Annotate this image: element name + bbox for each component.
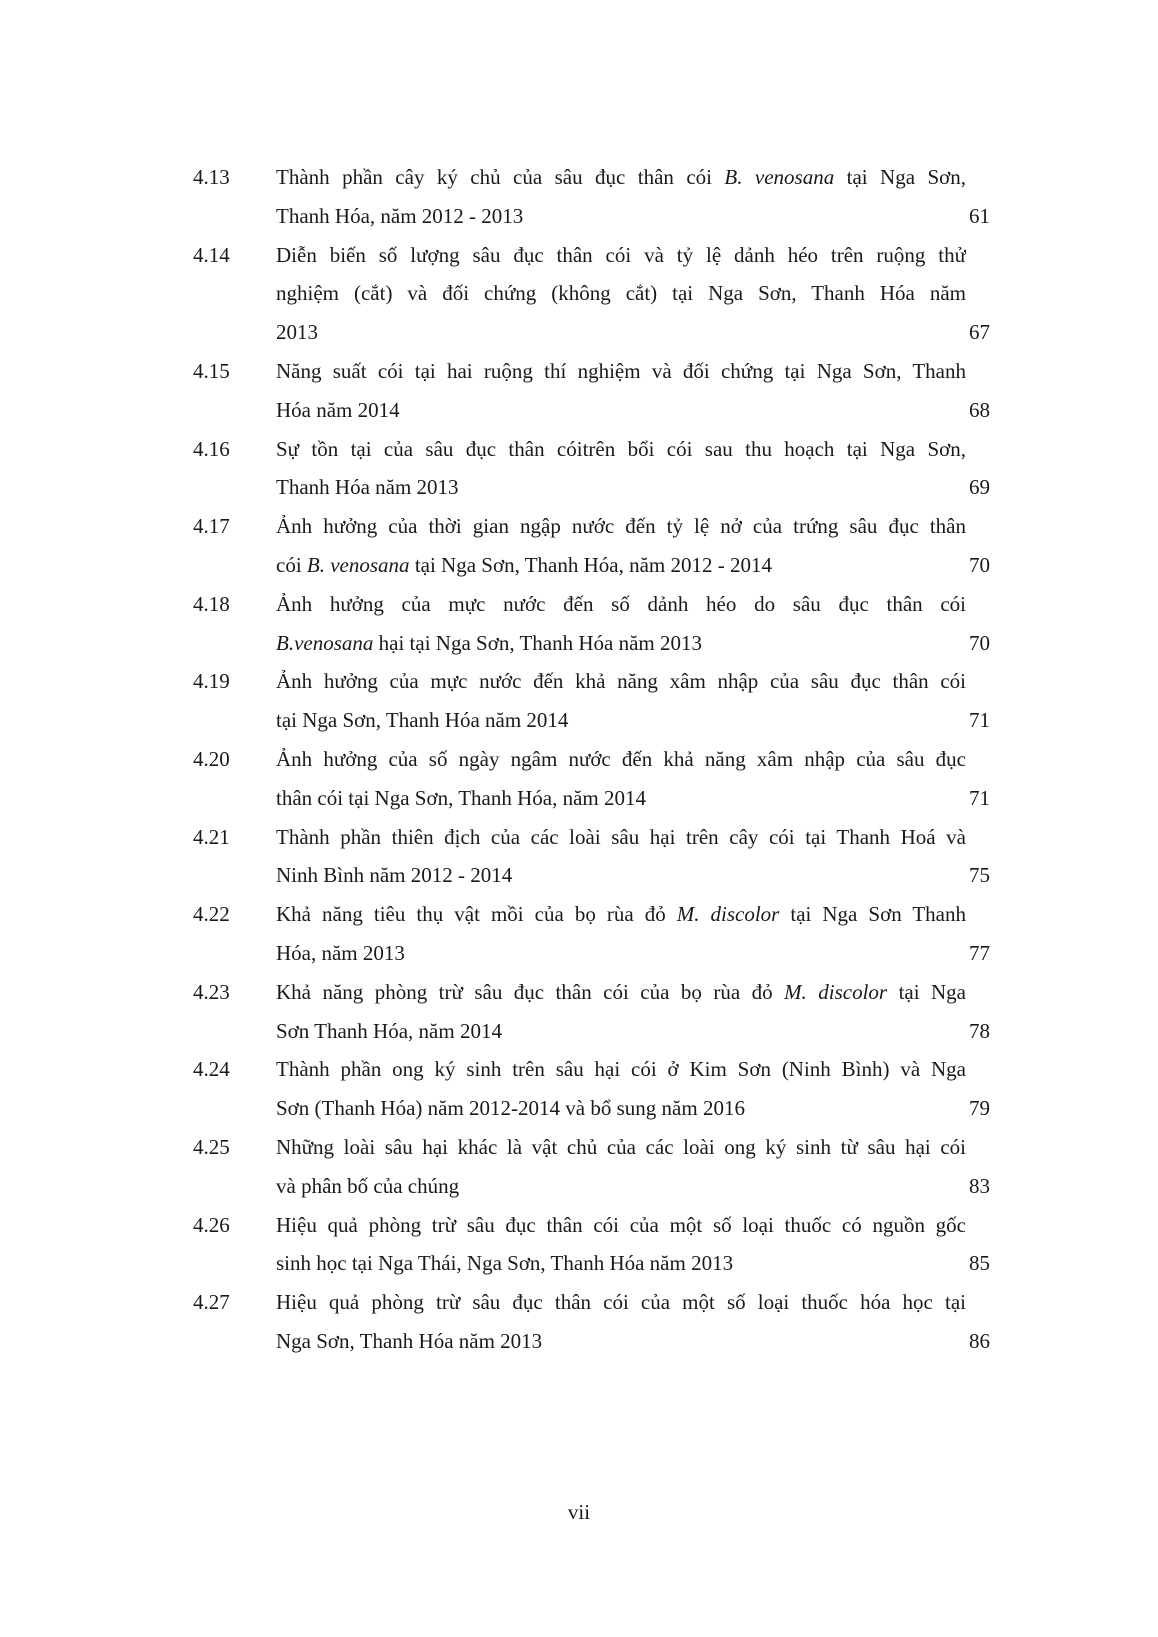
title-text: Năng suất cói tại hai ruộng thí nghiệm và đối chứng tại Nga Sơn, Thanh <box>276 358 966 383</box>
title-text: tại Nga Sơn Thanh <box>779 902 966 927</box>
toc-entry <box>0 585 1158 663</box>
table-number: 4.27 <box>193 1290 230 1315</box>
title-line <box>276 1050 966 1089</box>
entry-title <box>276 1206 966 1284</box>
entry-title <box>276 236 966 352</box>
title-line <box>276 1244 966 1283</box>
title-text: Hóa, năm 2013 <box>276 940 405 965</box>
title-line <box>276 430 966 469</box>
title-text: Thành phần ong ký sinh trên sâu hại cói ở Kim Sơn (Ninh Bình) và Nga <box>276 1057 966 1082</box>
title-line <box>276 274 966 313</box>
title-text: Những loài sâu hại khác là vật chủ của các loài ong ký sinh từ sâu hại cói <box>276 1134 966 1159</box>
title-text: Ảnh hưởng của mực nước đến số dảnh héo do sâu đục thân cói <box>276 591 966 616</box>
title-text: Ảnh hưởng của thời gian ngập nước đến tỷ lệ nở của trứng sâu đục thân <box>276 514 966 539</box>
title-line <box>276 1012 966 1051</box>
entry-title <box>276 662 966 740</box>
page-number: 77 <box>969 940 990 965</box>
page-number: 79 <box>969 1096 990 1121</box>
title-line <box>276 701 966 740</box>
title-text: sinh học tại Nga Thái, Nga Sơn, Thanh Hóa năm 2013 <box>276 1251 734 1276</box>
toc-entry <box>0 236 1158 352</box>
toc-entry <box>0 1206 1158 1284</box>
title-line <box>276 740 966 779</box>
title-line <box>276 662 966 701</box>
title-text: tại Nga Sơn, <box>834 165 966 189</box>
entry-title <box>276 158 966 236</box>
title-text: Thành phần cây ký chủ của sâu đục thân cói <box>276 165 725 189</box>
title-line <box>276 158 966 197</box>
page-number: 78 <box>969 1018 990 1043</box>
title-line <box>276 1167 966 1206</box>
toc-entry <box>0 430 1158 508</box>
table-number: 4.25 <box>193 1134 230 1159</box>
entry-title <box>276 973 966 1051</box>
entry-title <box>276 818 966 896</box>
title-line <box>276 779 966 818</box>
table-number: 4.22 <box>193 902 230 927</box>
title-text: Hiệu quả phòng trừ sâu đục thân cói của một số loại thuốc có nguồn gốc <box>276 1212 966 1237</box>
table-number: 4.13 <box>193 165 230 189</box>
entry-title <box>276 740 966 818</box>
entry-title <box>276 352 966 430</box>
toc-entry <box>0 507 1158 585</box>
title-text: Thanh Hóa năm 2013 <box>276 475 459 500</box>
title-line <box>276 468 966 507</box>
title-line <box>276 934 966 973</box>
title-line <box>276 391 966 430</box>
table-number: 4.18 <box>193 591 230 616</box>
toc-entry <box>0 158 1158 236</box>
title-line <box>276 973 966 1012</box>
title-text: hại tại Nga Sơn, Thanh Hóa năm 2013 <box>373 630 702 655</box>
title-line <box>276 1128 966 1167</box>
toc-entry <box>0 818 1158 896</box>
title-text: Khả năng phòng trừ sâu đục thân cói của bọ rùa đỏ <box>276 979 785 1004</box>
entry-title <box>276 430 966 508</box>
title-text: Sơn Thanh Hóa, năm 2014 <box>276 1018 502 1043</box>
title-text: tại Nga Sơn, Thanh Hóa năm 2014 <box>276 708 569 733</box>
title-text: Ninh Bình năm 2012 - 2014 <box>276 863 513 888</box>
title-text: Khả năng tiêu thụ vật mồi của bọ rùa đỏ <box>276 902 677 927</box>
title-line <box>276 624 966 663</box>
title-text: tại Nga <box>887 979 966 1004</box>
toc-entry <box>0 352 1158 430</box>
title-text: tại Nga Sơn, Thanh Hóa, năm 2012 - 2014 <box>409 552 772 577</box>
page-number: 71 <box>969 708 990 733</box>
page-number: 83 <box>969 1173 990 1198</box>
title-line <box>276 507 966 546</box>
page-number: 86 <box>969 1328 990 1353</box>
title-line <box>276 197 966 236</box>
page-number: 68 <box>969 397 990 422</box>
entry-title <box>276 895 966 973</box>
toc-entry <box>0 740 1158 818</box>
title-text: nghiệm (cắt) và đối chứng (không cắt) tại Nga Sơn, Thanh Hóa năm <box>276 281 966 306</box>
page-number: 69 <box>969 475 990 500</box>
page-number: 85 <box>969 1251 990 1276</box>
title-text: Nga Sơn, Thanh Hóa năm 2013 <box>276 1328 543 1353</box>
page-number: 70 <box>969 552 990 577</box>
table-number: 4.19 <box>193 669 230 694</box>
species-name: B. venosana <box>724 165 835 189</box>
entry-title <box>276 507 966 585</box>
title-line <box>276 1322 966 1361</box>
title-text: Thành phần thiên địch của các loài sâu hại trên cây cói tại Thanh Hoá và <box>276 824 966 849</box>
toc-entry <box>0 973 1158 1051</box>
title-line <box>276 546 966 585</box>
title-line <box>276 352 966 391</box>
title-text: 2013 <box>276 320 318 345</box>
title-line <box>276 856 966 895</box>
page-number: 70 <box>969 630 990 655</box>
page-number: 75 <box>969 863 990 888</box>
title-line <box>276 236 966 275</box>
page-number: 61 <box>969 203 990 228</box>
table-number: 4.17 <box>193 514 230 539</box>
title-text: Diễn biến số lượng sâu đục thân cói và tỷ lệ dảnh héo trên ruộng thử <box>276 242 966 267</box>
title-line <box>276 313 966 352</box>
toc-entry <box>0 1050 1158 1128</box>
table-number: 4.23 <box>193 979 230 1004</box>
title-line <box>276 818 966 857</box>
toc-entry <box>0 895 1158 973</box>
title-text: Hóa năm 2014 <box>276 397 400 422</box>
species-name: M. discolor <box>676 902 780 927</box>
title-line <box>276 1283 966 1322</box>
toc-entry <box>0 1128 1158 1206</box>
title-text: Ảnh hưởng của mực nước đến khả năng xâm nhập của sâu đục thân cói <box>276 669 966 694</box>
toc-entry <box>0 1283 1158 1361</box>
entry-title <box>276 1283 966 1361</box>
table-number: 4.24 <box>193 1057 230 1082</box>
title-line <box>276 1206 966 1245</box>
title-text: cói <box>276 552 307 577</box>
title-text: Sự tồn tại của sâu đục thân cóitrên bổi cói sau thu hoạch tại Nga Sơn, <box>276 436 966 461</box>
entry-title <box>276 585 966 663</box>
table-number: 4.21 <box>193 824 230 849</box>
species-name: M. discolor <box>784 979 888 1004</box>
table-number: 4.26 <box>193 1212 230 1237</box>
entry-title <box>276 1128 966 1206</box>
page-number: 67 <box>969 320 990 345</box>
table-number: 4.16 <box>193 436 230 461</box>
page-number-footer: vii <box>567 1500 591 1524</box>
title-line <box>276 895 966 934</box>
title-line <box>276 1089 966 1128</box>
page-number: 71 <box>969 785 990 810</box>
table-number: 4.14 <box>193 242 230 267</box>
entry-title <box>276 1050 966 1128</box>
table-number: 4.15 <box>193 358 230 383</box>
title-line <box>276 585 966 624</box>
table-number: 4.20 <box>193 746 230 771</box>
toc-entry <box>0 662 1158 740</box>
title-text: thân cói tại Nga Sơn, Thanh Hóa, năm 2014 <box>276 785 646 810</box>
title-text: Sơn (Thanh Hóa) năm 2012-2014 và bổ sung năm 2016 <box>276 1096 745 1121</box>
title-text: và phân bố của chúng <box>276 1173 460 1198</box>
title-text: Ảnh hưởng của số ngày ngâm nước đến khả năng xâm nhập của sâu đục <box>276 746 966 771</box>
species-name: B. venosana <box>306 552 410 577</box>
table-of-contents <box>0 158 1158 1361</box>
species-name: B.venosana <box>276 630 374 655</box>
title-text: Thanh Hóa, năm 2012 - 2013 <box>276 203 524 228</box>
title-text: Hiệu quả phòng trừ sâu đục thân cói của một số loại thuốc hóa học tại <box>276 1290 966 1315</box>
